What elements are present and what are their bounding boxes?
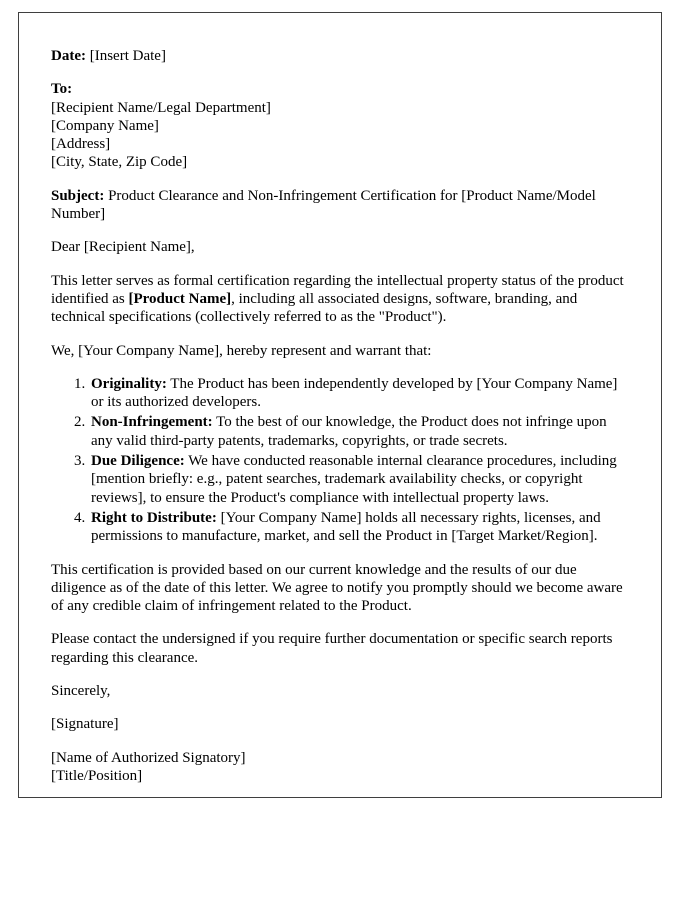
- date-line: [51, 47, 629, 65]
- contact-paragraph: [51, 630, 629, 667]
- list-item: [89, 509, 629, 546]
- text-segment: The Product has been independently developed by [Your Company Name] or its authorized developers.: [91, 375, 618, 411]
- letter-body: [19, 13, 661, 798]
- signatory-block: [51, 749, 629, 786]
- text-segment: Sincerely,: [51, 683, 111, 700]
- closing: [51, 682, 629, 700]
- text-segment: We, [Your Company Name], hereby represent and warrant that:: [51, 342, 432, 359]
- text-segment: [Insert Date]: [85, 48, 166, 64]
- bold-text-segment: Due Diligence:: [91, 453, 185, 470]
- text-segment: This letter serves as formal certification regarding the intellectual property status of the product identified as: [51, 272, 624, 307]
- salutation: [51, 238, 629, 256]
- text-segment: [Your Company Name] holds all necessary rights, licenses, and permissions to manufacture, market, and sell the Product in [Target Market/Region].: [91, 509, 601, 545]
- bold-text-segment: Right to Distribute:: [91, 509, 217, 526]
- list-item: [89, 452, 629, 507]
- text-segment: This certification is provided based on our current knowledge and the results of our due diligence as of the date of this letter. We agree to notify you promptly should we become aware of any credible claim of infringement related to the Product.: [51, 561, 623, 615]
- text-segment: [Company Name]: [51, 117, 159, 134]
- signature-placeholder: [51, 715, 629, 733]
- text-segment: Please contact the undersigned if you require further documentation or specific search reports regarding this clearance.: [51, 631, 613, 666]
- warrant-intro-paragraph: [51, 342, 629, 360]
- text-segment: , including all associated designs, software, branding, and technical specifications (collectively referred to as the "Product").: [51, 290, 578, 326]
- text-segment: [City, State, Zip Code]: [51, 154, 188, 171]
- text-segment: [Signature]: [51, 716, 119, 733]
- bold-text-segment: Non-Infringement:: [91, 414, 213, 431]
- bold-text-segment: Date:: [51, 48, 86, 64]
- document-page-frame: [18, 12, 662, 798]
- text-segment: [Name of Authorized Signatory]: [51, 749, 246, 766]
- text-segment: Dear [Recipient Name],: [51, 239, 195, 256]
- text-segment: Product Clearance and Non-Infringement Certification for [Product Name/Model Number]: [51, 187, 596, 223]
- text-segment: We have conducted reasonable internal clearance procedures, including [mention briefly: e.g., patent searches, trademark availability checks, or copyright reviews], to ensure the Product's compliance with intellectual property laws.: [91, 453, 617, 506]
- certification-paragraph: [51, 561, 629, 616]
- intro-paragraph: [51, 272, 629, 327]
- text-segment: [Address]: [51, 136, 111, 153]
- text-segment: [Title/Position]: [51, 767, 143, 784]
- bold-text-segment: [Product Name]: [128, 290, 232, 307]
- bold-text-segment: Subject:: [51, 187, 105, 204]
- bold-text-segment: To:: [51, 81, 73, 98]
- recipient-address-block: [51, 80, 629, 171]
- text-segment: [Recipient Name/Legal Department]: [51, 99, 271, 116]
- bold-text-segment: Originality:: [91, 375, 167, 392]
- list-item: [89, 413, 629, 450]
- text-segment: To the best of our knowledge, the Product does not infringe upon any valid third-party patents, trademarks, copyrights, or trade secrets.: [91, 414, 607, 449]
- warranties-list: [51, 375, 629, 546]
- list-item: [89, 375, 629, 412]
- subject-line: [51, 187, 629, 224]
